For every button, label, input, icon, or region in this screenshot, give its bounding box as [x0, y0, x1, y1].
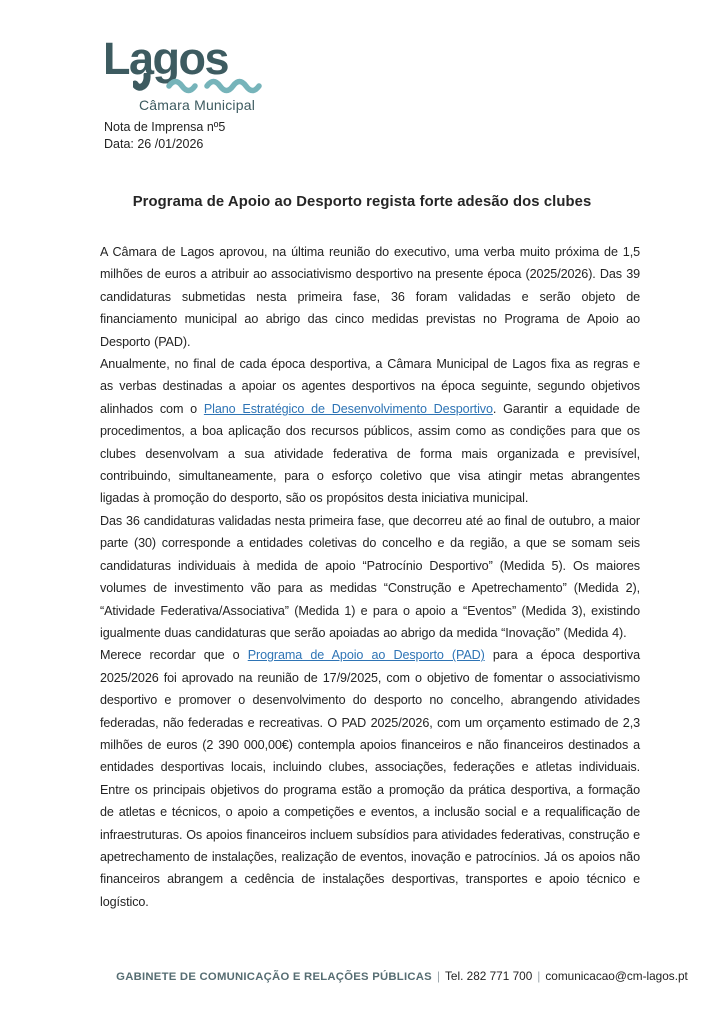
body-paragraph [100, 241, 640, 353]
lagos-logo [103, 33, 273, 113]
paragraph-text: Merece recordar que o [100, 648, 248, 663]
footer-separator: | [537, 969, 541, 983]
document-title: Programa de Apoio ao Desporto regista forte adesão dos clubes [132, 194, 592, 210]
paragraph-text: A Câmara de Lagos aprovou, na última reunião do executivo, uma verba muito próxima de 1,5 milhões de euros a atribuir ao associativismo desportivo na presente época (2025/2026). Das 39 candidaturas submetidas nesta primeira fase, 36 foram validadas e serão objeto de financiamento municipal ao abrigo das cinco medidas previstas no Programa de Apoio ao Desporto (PAD). [100, 245, 640, 349]
paragraph-text: para a época desportiva 2025/2026 foi aprovado na reunião de 17/9/2025, com o objetivo de fomentar o associativismo desportivo e promover o desenvolvimento do desporto no concelho, abrangendo atividades federadas, não federadas e recreativas. O PAD 2025/2026, com um orçamento estimado de 2,3 milhões de euros (2 390 000,00€) contempla apoios financeiros e não financeiros destinados a entidades desportivas locais, incluindo clubes, associações, federações e atletas individuais. Entre os principais objetivos do programa estão a promoção da prática desportiva, a formação de atletas e técnicos, o apoio a competições e eventos, a inclusão social e a requalificação de infraestruturas. Os apoios financeiros incluem subsídios para atividades federativas, construção e apetrechamento de instalações, realização de eventos, inovação e patrocínios. Já os apoios não financeiros abrangem a cedência de instalações desportivas, transportes e apoio técnico e logístico. [100, 648, 640, 909]
press-note-number: Nota de Imprensa nº5 [104, 120, 226, 134]
body-paragraph [100, 510, 640, 644]
footer-separator: | [436, 969, 441, 983]
body-paragraph [100, 644, 640, 913]
inline-link[interactable]: Programa de Apoio ao Desporto (PAD) [247, 648, 485, 663]
body-paragraph [100, 353, 640, 510]
logo-subtitle: Câmara Municipal [139, 97, 256, 113]
paragraph-text: Das 36 candidaturas validadas nesta primeira fase, que decorreu até ao final de outubro, a maior parte (30) corresponde a entidades coletivas do concelho e da região, a que se somam seis candidaturas individuais à medida de apoio “Patrocínio Desportivo” (Medida 5). Os maiores volumes de investimento vão para as medidas “Construção e Apetrechamento” (Medida 2), “Atividade Federativa/Associativa” (Medida 1) e para o apoio a “Eventos” (Medida 3), existindo igualmente duas candidaturas que serão apoiadas ao abrigo da medida “Inovação” (Medida 4). [100, 513, 640, 640]
inline-link[interactable]: Plano Estratégico de Desenvolvimento Desportivo [203, 401, 493, 416]
paragraph-text: Anualmente, no final de cada época desportiva, a Câmara Municipal de Lagos fixa as regras e as verbas destinadas a apoiar os agentes desportivos na época seguinte, segundo objetivos alinhados com o [100, 357, 640, 416]
document-body [100, 241, 640, 913]
page-footer [40, 969, 724, 983]
footer-department-label: GABINETE DE COMUNICAÇÃO E RELAÇÕES PÚBLICAS [116, 971, 432, 983]
press-note-date: Data: 26 /01/2026 [104, 137, 204, 151]
footer-email: comunicacao@cm-lagos.pt [545, 969, 688, 983]
press-note-meta [104, 119, 225, 153]
footer-phone: Tel. 282 771 700 [445, 969, 533, 983]
paragraph-text: . Garantir a equidade de procedimentos, a boa aplicação dos recursos públicos, assim como as condições para que os clubes desenvolvam a sua atividade federativa de forma mais organizada e previsível, contribuindo, simultaneamente, para o esforço coletivo que visa atingir metas abrangentes ligadas à promoção do desporto, são os propósitos desta iniciativa municipal. [100, 401, 640, 506]
logo-wordmark: Lagos [103, 33, 229, 84]
